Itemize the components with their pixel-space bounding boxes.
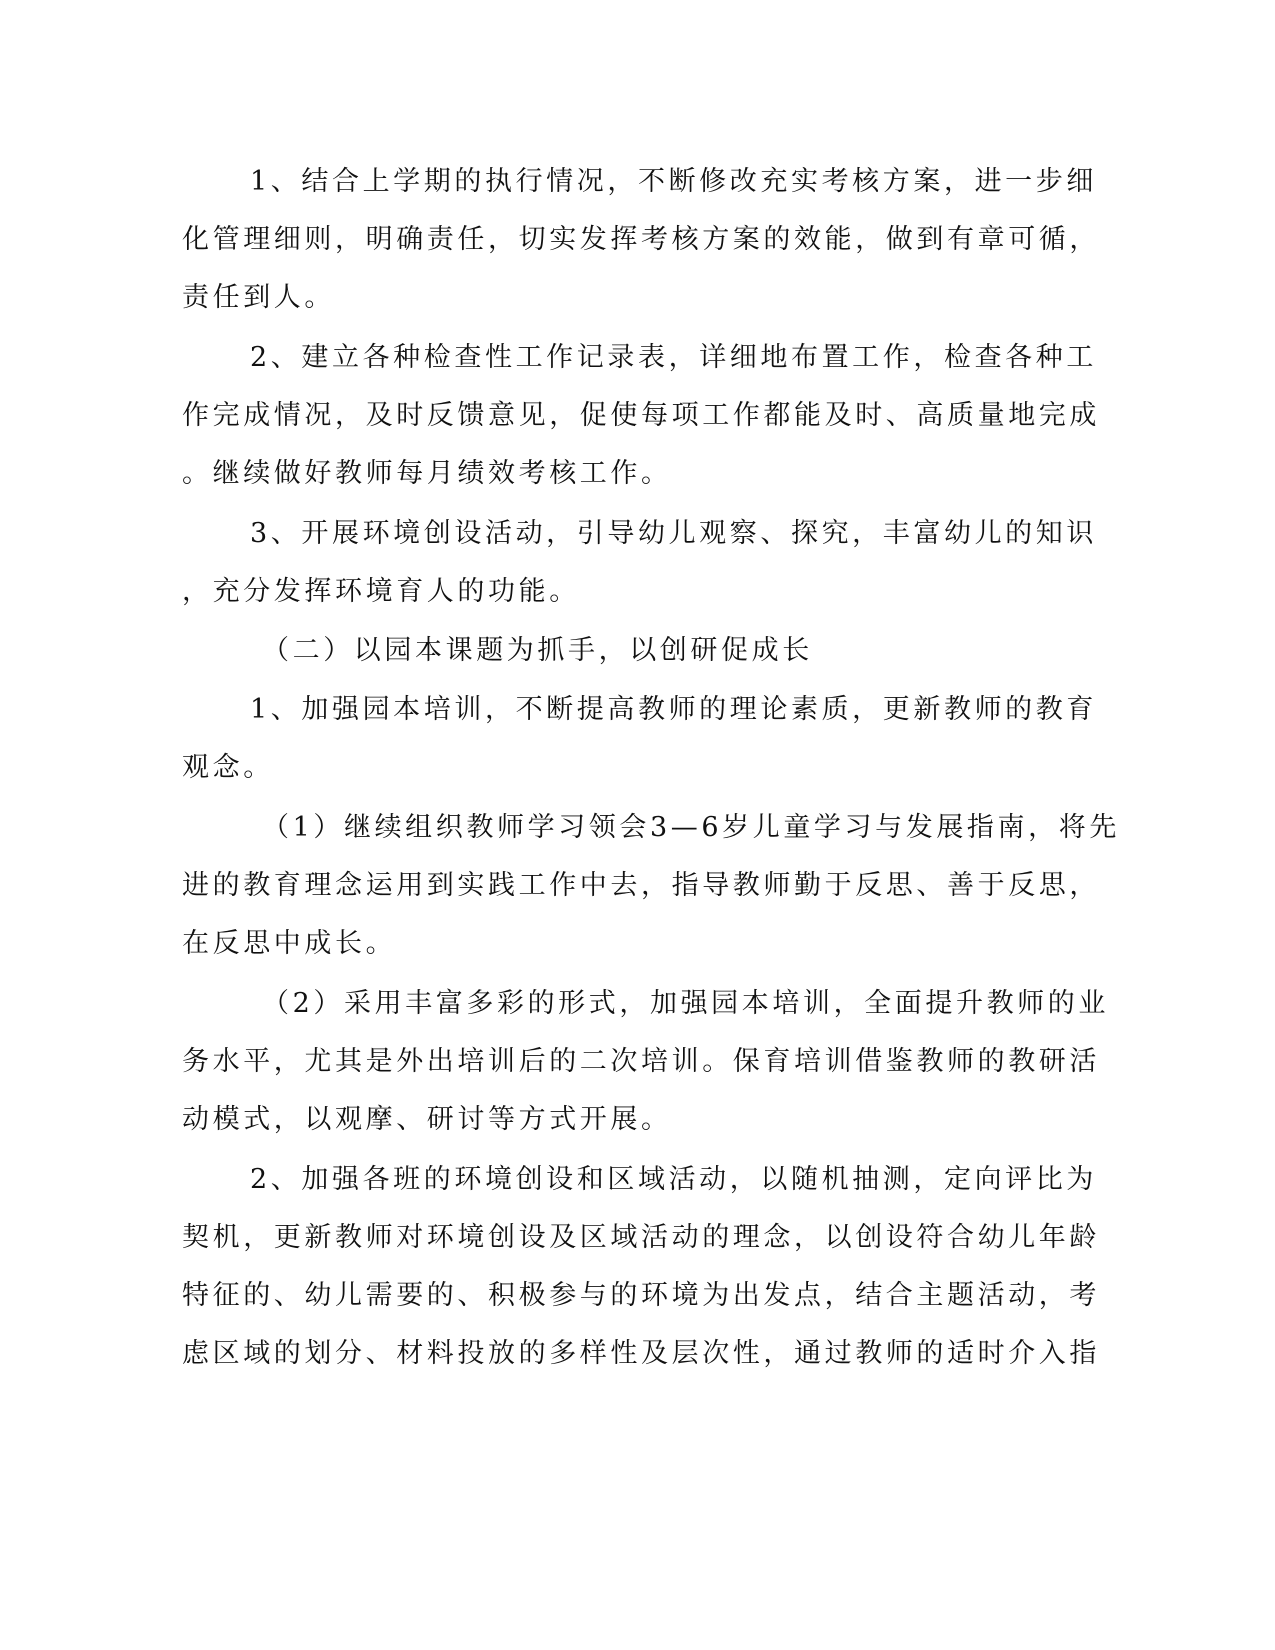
paragraph-2-line-1: 2、建立各种检查性工作记录表，详细地布置工作，检查各种工 [250, 342, 1097, 373]
section-heading: （二）以园本课题为抓手，以创研促成长 [262, 635, 813, 666]
paragraph-6-line-2: 务水平，尤其是外出培训后的二次培训。保育培训借鉴教师的教研活 [182, 1046, 1100, 1077]
paragraph-4-line-2: 观念。 [182, 752, 274, 783]
paragraph-3-line-1: 3、开展环境创设活动，引导幼儿观察、探究，丰富幼儿的知识 [250, 518, 1097, 549]
paragraph-5-line-2: 进的教育理念运用到实践工作中去，指导教师勤于反思、善于反思， [182, 870, 1100, 901]
paragraph-1-line-1: 1、结合上学期的执行情况，不断修改充实考核方案，进一步细 [250, 166, 1097, 197]
paragraph-2-line-2: 作完成情况，及时反馈意见，促使每项工作都能及时、高质量地完成 [182, 400, 1100, 431]
paragraph-1-line-2: 化管理细则，明确责任，切实发挥考核方案的效能，做到有章可循， [182, 224, 1100, 255]
paragraph-7-line-1: 2、加强各班的环境创设和区域活动，以随机抽测，定向评比为 [250, 1164, 1097, 1195]
paragraph-2-line-3: 。继续做好教师每月绩效考核工作。 [182, 458, 672, 489]
paragraph-3-line-2: ，充分发挥环境育人的功能。 [182, 576, 580, 607]
paragraph-6-line-3: 动模式，以观摩、研讨等方式开展。 [182, 1104, 672, 1135]
paragraph-4-line-1: 1、加强园本培训，不断提高教师的理论素质，更新教师的教育 [250, 694, 1097, 725]
paragraph-1-line-3: 责任到人。 [182, 282, 335, 313]
paragraph-6-line-1: （2）采用丰富多彩的形式，加强园本培训，全面提升教师的业 [262, 988, 1109, 1019]
paragraph-5-line-1: （1）继续组织教师学习领会3—6岁儿童学习与发展指南，将先 [262, 812, 1120, 843]
paragraph-7-line-4: 虑区域的划分、材料投放的多样性及层次性，通过教师的适时介入指 [182, 1338, 1100, 1369]
paragraph-7-line-2: 契机，更新教师对环境创设及区域活动的理念，以创设符合幼儿年龄 [182, 1222, 1100, 1253]
paragraph-5-line-3: 在反思中成长。 [182, 928, 397, 959]
paragraph-7-line-3: 特征的、幼儿需要的、积极参与的环境为出发点，结合主题活动，考 [182, 1280, 1100, 1311]
